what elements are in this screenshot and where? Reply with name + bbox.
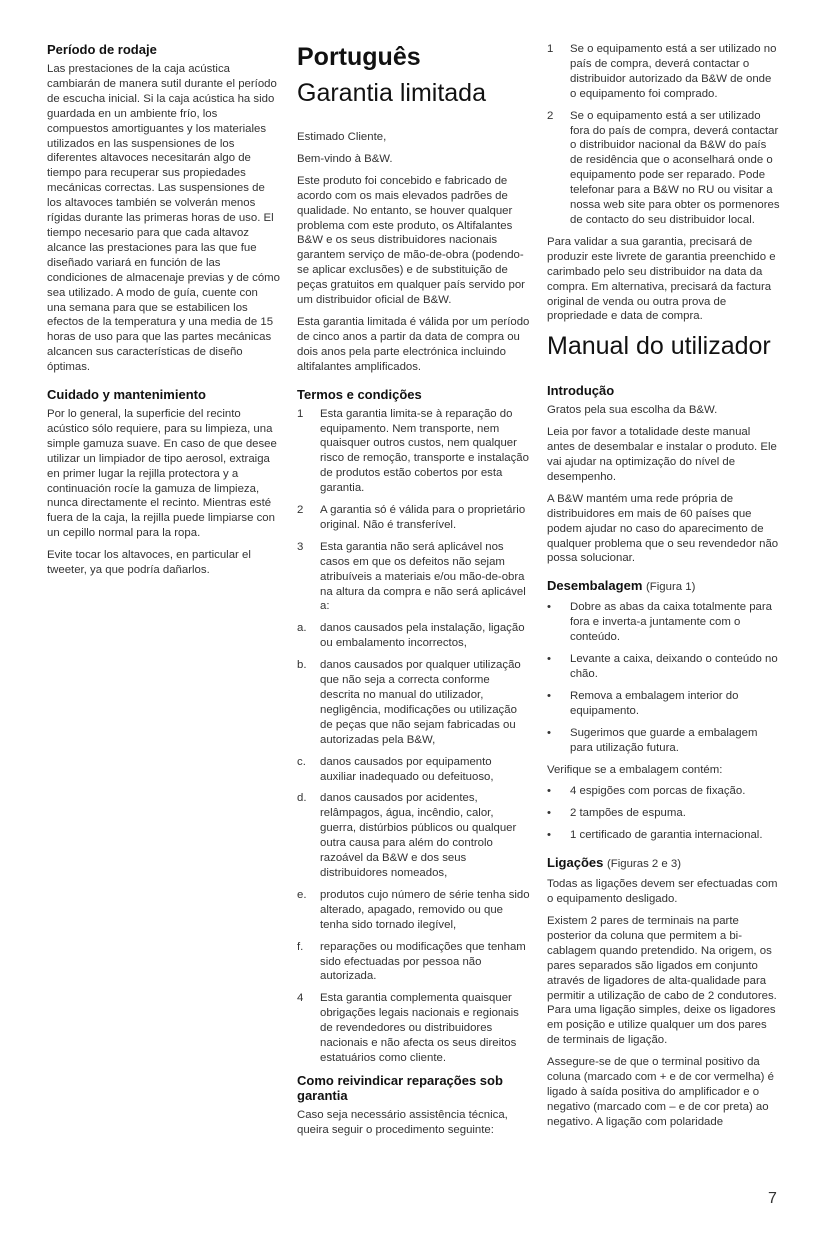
- list-item: • Sugerimos que guarde a embalagem para utilização futura.: [547, 726, 758, 754]
- paragraph-valida: Esta garantia limitada é válida por um período de cinco anos a partir da data de compra ou dois anos pela parte electrónica incluindo altifalantes amplificados.: [297, 315, 530, 373]
- list-item: • Dobre as abas da caixa totalmente para fora e inverta-a juntamente com o conteúdo.: [547, 601, 772, 644]
- terms-item: 4 Esta garantia complementa quaisquer obrigações legais nacionais e regionais de revendedores ou distribuidores nacionais e não afecta os seus direitos estatuários como cliente.: [297, 992, 519, 1064]
- terms-item: d. danos causados por acidentes, relâmpagos, água, incêndio, calor, guerra, distúrbios públicos ou qualquer outra causa para além do controlo razoável da B&W e dos seus distribuidores nomeados,: [297, 792, 517, 879]
- procedure-list: [547, 42, 780, 228]
- terms-item: 1 Esta garantia limita-se à reparação do equipamento. Nem transporte, nem quaisquer outros custos, nem qualquer risco de remoção, transporte e instalação de produtos estão cobertos por esta garantia.: [297, 407, 529, 495]
- paragraph-produto: Este produto foi concebido e fabricado de acordo com os mais elevados padrões de qualidade. No entanto, se houver qualquer problema com este produto, os Altifalantes B&W e os seus distribuidores nacionais garantem serviço de mão-de-obra (podendo-se aplicar exclusões) e de substituição de peças gratuitos em qualquer país servido por um distribuidor oficial de B&W.: [297, 174, 525, 307]
- language-title: Português: [297, 43, 421, 71]
- column-portuguese-warranty: [297, 42, 530, 1145]
- paragraph-caso: Caso seja necessário assistência técnica, queira seguir o procedimento seguinte:: [297, 1108, 508, 1136]
- column-spanish: [47, 42, 280, 585]
- list-item: • 2 tampões de espuma.: [547, 807, 686, 820]
- paragraph-leia: Leia por favor a totalidade deste manual antes de desembalar e instalar o produto. Ele vai ajudar na optimização do nível de desempenho.: [547, 426, 777, 483]
- paragraph-validar: Para validar a sua garantia, precisará de produzir este livrete de garantia preenchido e carimbado pelo seu distribuidor na data da compra. Em alternativa, precisará da factura original de venda ou outra prova de propriedade e data de compra.: [547, 235, 776, 323]
- page-number: 7: [768, 1190, 777, 1207]
- list-item: • 1 certificado de garantia internacional.: [547, 829, 763, 842]
- terms-item: e. produtos cujo número de série tenha sido alterado, apagado, removido ou que tenha sido tornado ilegível,: [297, 888, 530, 931]
- paragraph-existem: Existem 2 pares de terminais na parte posterior da coluna que permitem a bi-cablagem quando pretendido. Na origem, os pares separados são ligados em conjunto através de ligadores de alta-qualidade para permitir a utilização de cabo de 2 condutores. Para uma ligação simples, deixe os ligadores em posição e utilize qualquer um dos pares de terminais de ligação.: [547, 914, 777, 1047]
- terms-item: a. danos causados pela instalação, ligação ou embalamento incorrectos,: [297, 622, 525, 650]
- column-portuguese-manual: [547, 42, 780, 1137]
- paragraph-gratos: Gratos pela sua escolha da B&W.: [547, 404, 718, 417]
- paragraph-bemvindo: Bem-vindo à B&W.: [297, 152, 393, 165]
- terms-item: 2 A garantia só é válida para o proprietário original. Não é transferível.: [297, 504, 526, 531]
- paragraph-cuidado-1: Por lo general, la superficie del recinto acústico sólo requiere, para su limpieza, una simple gamuza suave. En caso de que desee utilizar un limpiador de tipo aerosol, extraiga en primer lugar la rejilla protectora y a continuación rocíe la gamuza de limpieza, nunca directamente el recinto. Mientras esté fuera de la caja, la rejilla puede limpiarse con un cepillo normal para la ropa.: [47, 408, 277, 540]
- list-item: • Levante a caixa, deixando o conteúdo no chão.: [547, 653, 778, 680]
- list-item: • Remova a embalagem interior do equipamento.: [547, 689, 739, 717]
- paragraph-estimado: Estimado Cliente,: [297, 131, 387, 143]
- paragraph-verifique: Verifique se a embalagem contém:: [547, 763, 723, 776]
- terms-item: c. danos causados por equipamento auxiliar inadequado ou defeituoso,: [297, 755, 494, 783]
- warranty-title: Garantia limitada: [297, 79, 486, 107]
- paragraph-cuidado-2: Evite tocar los altavoces, en particular el tweeter, ya que podría dañarlos.: [47, 549, 251, 577]
- heading-ligacoes: Ligações (Figuras 2 e 3): [547, 855, 682, 871]
- heading-introducao: Introdução: [547, 383, 615, 399]
- heading-periodo-rodaje: Período de rodaje: [47, 42, 157, 57]
- list-item: • 4 espigões com porcas de fixação.: [547, 785, 746, 798]
- manual-title: Manual do utilizador: [547, 332, 771, 361]
- contents-list: [547, 784, 780, 843]
- terms-list: [297, 407, 530, 1066]
- heading-cuidado: Cuidado y mantenimiento: [47, 387, 206, 403]
- terms-item: f. reparações ou modificações que tenham sido efectuadas por pessoa não autorizada.: [297, 940, 526, 983]
- heading-desembalagem: Desembalagem (Figura 1): [547, 578, 696, 594]
- unpacking-list: [547, 600, 780, 755]
- terms-item: 3 Esta garantia não será aplicável nos casos em que os defeitos não sejam atribuíveis a materiais e/ou mão-de-obra na altura da compra e não será aplicável a:: [297, 540, 526, 613]
- paragraph-rede: A B&W mantém uma rede própria de distribuidores em mais de 60 países que podem ajudar no caso do aparecimento de qualquer problema que o seu revendedor não possa solucionar.: [547, 492, 779, 565]
- paragraph-assegure: Assegure-se de que o terminal positivo da coluna (marcado com + e de cor vermelha) é ligado à saída positiva do amplificador e o negativo (marcado com – e de cor preta) ao negativo. A ligação com polaridade: [547, 1056, 774, 1128]
- terms-item: b. danos causados por qualquer utilização que não seja a correcta conforme descrita no manual do utilizador, negligência, modificações ou utilização de peças que não sejam fabricadas ou autorizadas pela B&W,: [297, 659, 521, 746]
- heading-reivindicar: Como reivindicar reparações sob garantia: [297, 1072, 503, 1103]
- paragraph-todas: Todas as ligações devem ser efectuadas com o equipamento desligado.: [547, 878, 778, 906]
- heading-termos: Termos e condições: [297, 386, 422, 402]
- paragraph-rodaje: Las prestaciones de la caja acústica cambiarán de manera sutil durante el período de escucha inicial. Si la caja acústica ha sido guardada en un ambiente frío, los compuestos amortiguantes y los materiales utilizados en las suspensiones de los diferentes altavoces necesitarán algo de tiempo para recuperar sus propiedades mecánicas correctas. Las suspensiones de los altavoces también se volverán menos rígidas durante las primeras horas de uso. El tiempo necesario para que cada altavoz alcance las prestaciones para las que fue diseñado variará en función de las condiciones de almacenaje previas y de cómo sea utilizado. A modo de guía, cuente con una semana para que se estabilicen los efectos de la temperatura y una media de 15 horas de uso para que las partes mecánicas alcancen sus características de diseño óptimas.: [47, 63, 281, 374]
- procedure-item: 2 Se o equipamento está a ser utilizado fora do país de compra, deverá contactar o distribuidor nacional da B&W do país de residência que o aconselhará onde o equipamento pode ser reparado. Pode telefonar para a B&W no RU ou visitar a nossa web site para obter os pormenores de contacto do seu distribuidor local.: [547, 109, 780, 226]
- procedure-item: 1 Se o equipamento está a ser utilizado no país de compra, deverá contactar o distribuidor autorizado da B&W de onde o equipamento foi comprado.: [547, 43, 777, 100]
